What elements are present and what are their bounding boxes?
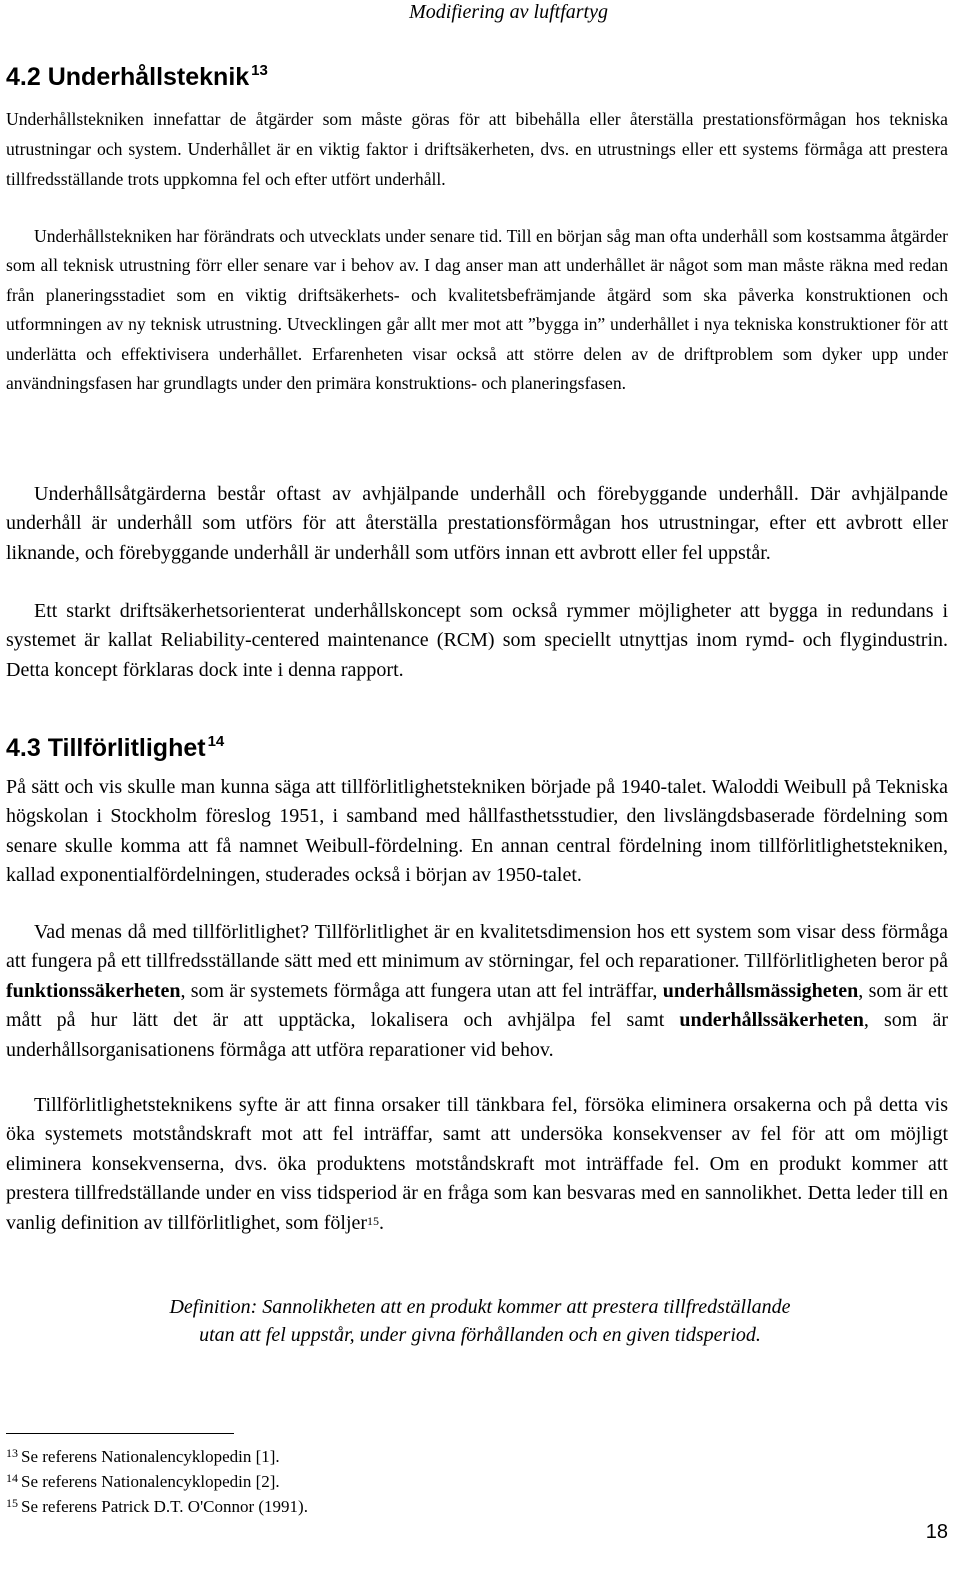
footnotes [6, 1444, 308, 1519]
footnote-number: 13 [6, 1446, 18, 1460]
paragraph [6, 222, 948, 398]
paragraph: Vad menas då med tillförlitlighet? Tillförlitlighet är en kvalitetsdimension hos ett system som visar dess förmåga att fungera på ett tillfredsställande sätt med ett minimum av störningar, fel och reparationer. Tillförlitligheten beror på funktionssäkerheten, som är systemets förmåga att fungera utan att fel inträffar, underhållsmässigheten, som är ett mått på hur lätt det är att upptäcka, lokalisera och avhjälpa fel samt underhållssäkerheten, som är underhållsorganisationens förmåga att utföra reparationer vid behov. [6, 921, 948, 1061]
term-underhallsmassigheten: underhållsmässigheten [662, 979, 859, 1002]
footnote-text: Se referens Nationalencyklopedin [2]. [21, 1472, 280, 1491]
footnote [6, 1444, 308, 1469]
paragraph: Tillförlitlighetsteknikens syfte är att finna orsaker till tänkbara fel, försöka eliminera orsakerna och på detta vis öka systemets motståndskraft mot att fel inträffar, samt att undersöka konsekvenser av fel för att om möjligt eliminera konsekvenserna, dvs. öka produktens motståndskraft mot inträffade fel. Om en produkt kommer att prestera tillfredställande under en viss tidsperiod är en fråga som kan besvaras med en sannolikhet. Detta leder till en vanlig definition av tillförlitlighet, som följer$^{15}$. [6, 1094, 948, 1234]
paragraph: Underhållstekniken innefattar de åtgärder som måste göras för att bibehålla eller återställa prestationsförmågan hos tekniska utrustningar och system. Underhållet är en viktig faktor i driftsäkerheten, dvs. en utrustnings eller ett systems förmåga att prestera tillfredsställande trots uppkomna fel och efter utfört underhåll. [6, 109, 948, 189]
definition-line: utan att fel uppstår, under givna förhållanden och en given tidsperiod. [199, 1324, 761, 1346]
section-title: Underhållsteknik [47, 63, 250, 91]
footnote-text: Se referens Patrick D.T. O'Connor (1991). [21, 1497, 308, 1516]
page-number: 18 [925, 1521, 948, 1543]
footnote-text: Se referens Nationalencyklopedin [1]. [21, 1447, 280, 1466]
footnote-ref: 15 [367, 1213, 380, 1228]
section-heading-4-3 [6, 733, 224, 763]
footnote-number: 14 [6, 1471, 18, 1485]
term-underhallssakerheten: underhållssäkerheten [679, 1009, 864, 1032]
footnote-number: 15 [6, 1496, 18, 1510]
paragraph-text: Underhållsåtgärderna består oftast av avhjälpande underhåll och förebyggande underhåll. Där avhjälpande underhåll är underhåll som utförs för att återställa prestationsförmågan hos utrustningar, efter ett avbrott eller liknande, och förebyggande underhåll är underhåll som utförs innan ett avbrott eller fel uppstår. [6, 483, 948, 564]
paragraph [6, 480, 948, 568]
running-header: Modifiering av luftfartyg [409, 1, 608, 23]
paragraph [6, 597, 948, 685]
section-number: 4.3 [6, 734, 41, 762]
section-title: Tillförlitlighet [47, 734, 206, 762]
paragraph: På sätt och vis skulle man kunna säga att tillförlitlighetstekniken började på 1940-talet. Waloddi Weibull på Tekniska högskolan i Stockholm föreslog 1951, i samband med hållfasthetsstudier, den livslängdsbaserade fördelning som senare skulle komma att få namnet Weibull-fördelning. En annan central fördelning inom tillförlitlighetstekniken, kallad exponentialfördelningen, studerades också i början av 1950-talet. [6, 776, 948, 887]
footnote-ref: 13 [251, 62, 268, 79]
paragraph-text: Ett starkt driftsäkerhetsorienterat underhållskoncept som också rymmer möjligheter att bygga in redundans i systemet är kallat Reliability-centered maintenance (RCM) som speciellt utnyttjas inom rymd- och flygindustrin. Detta koncept förklaras dock inte i denna rapport. [6, 600, 948, 681]
footnote-ref: 14 [207, 733, 225, 750]
section-number: 4.2 [6, 63, 41, 91]
footnote-divider [6, 1433, 234, 1434]
section-heading-4-2 [6, 62, 268, 92]
definition-line: Definition: Sannolikheten att en produkt kommer att prestera tillfredställande [169, 1296, 791, 1318]
paragraph-text: Underhållstekniken har förändrats och utvecklats under senare tid. Till en början såg man ofta underhåll som kostsamma åtgärder som all teknisk utrustning förr eller senare var i behov av. I dag anser man att underhållet är något som man måste räkna med redan från planeringsstadiet som en viktig driftsäkerhets- och kvalitetsbefrämjande åtgärd som ska påverka konstruktionen och utformningen av ny teknisk utrustning. Utvecklingen går allt mer mot att ”bygga in” underhållet i nya tekniska konstruktioner för att underlätta och effektivisera underhållet. Erfarenheten visar också att större delen av de driftproblem som dyker upp under användningsfasen har grundlagts under den primära konstruktions- och planeringsfasen. [6, 226, 948, 394]
footnote [6, 1494, 308, 1519]
footnote [6, 1469, 308, 1494]
term-funktionssakerheten: funktionssäkerheten [6, 979, 181, 1002]
